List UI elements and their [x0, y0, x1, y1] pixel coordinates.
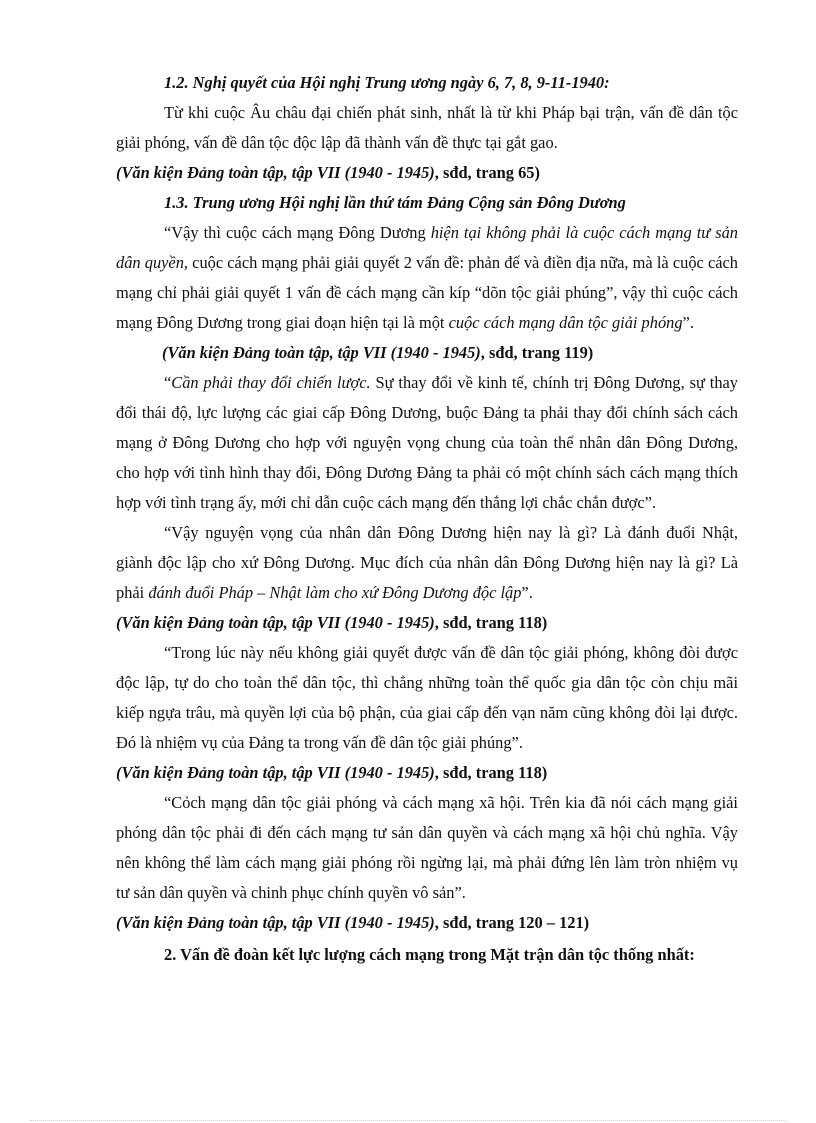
paragraph-4: [116, 518, 738, 608]
text-run: ”.: [682, 313, 694, 332]
citation-3: [116, 608, 738, 638]
paragraph-2: [116, 218, 738, 338]
citation-4: [116, 758, 738, 788]
citation-ref: , sđd, trang 120 – 121): [434, 913, 590, 932]
citation-ref: , sđd, trang 118): [434, 613, 548, 632]
section-heading-2: 2. Vấn đề đoàn kết lực lượng cách mạng trong Mặt trận dân tộc thống nhất:: [164, 945, 695, 964]
section-heading-1-3: 1.3. Trung ương Hội nghị lần thứ tám Đảng Cộng sản Đông Dương: [164, 193, 626, 212]
emphasis-text: cuộc cách mạng dân tộc giải phóng: [448, 313, 683, 332]
emphasis-text: đánh đuổi Pháp – Nhật làm cho xứ Đông Dương độc lập: [148, 583, 522, 602]
citation-source: (Văn kiện Đảng toàn tập, tập VII (1940 - 1945): [116, 913, 435, 932]
document-page: [116, 68, 738, 970]
text-run: “Vậy nguyện vọng của nhân dân Đông Dương hiện nay là gì? Là đánh đuổi Nhật, giành độc lập cho xứ Đông Dương. Mục đích của nhân dân Đông Dương hiện nay là gì? Là phải: [116, 523, 738, 602]
citation-ref: , sđd, trang 65): [434, 163, 540, 182]
text-run: “Vậy thì cuộc cách mạng Đông Dương: [164, 223, 431, 242]
paragraph-5: “Trong lúc này nếu không giải quyết được vấn đề dân tộc giải phóng, không đòi được độc lập, tự do cho toàn thể dân tộc, thì chẳng những toàn thể quốc gia dân tộc còn chịu mãi kiếp ngựa trâu, mà quyền lợi của bộ phận, của giai cấp đến vạn năm cũng không đòi lại được. Đó là nhiệm vụ của Đảng ta trong vấn đề dân tộc giải phúng”.: [116, 643, 738, 752]
emphasis-text: hiện tại không phải là cuộc cách mạng tư sản dân quyền,: [116, 223, 738, 272]
citation-ref: , sđd, trang 119): [480, 343, 594, 362]
paragraph-6: “Cỏch mạng dân tộc giải phóng và cách mạng xã hội. Trên kia đã nói cách mạng giải phóng dân tộc phải đi đến cách mạng tư sản dân quyền và cách mạng xã hội chủ nghĩa. Vậy nên không thể làm cách mạng giải phóng rồi ngừng lại, mà phải đứng lên làm tròn nhiệm vụ tư sản dân quyền và chinh phục chính quyền vô sản”.: [116, 793, 738, 902]
citation-ref: , sđd, trang 118): [434, 763, 548, 782]
citation-2: [116, 338, 738, 368]
citation-source: (Văn kiện Đảng toàn tập, tập VII (1940 - 1945): [162, 343, 481, 362]
citation-source: (Văn kiện Đảng toàn tập, tập VII (1940 - 1945): [116, 163, 435, 182]
citation-source: (Văn kiện Đảng toàn tập, tập VII (1940 - 1945): [116, 763, 435, 782]
citation-source: (Văn kiện Đảng toàn tập, tập VII (1940 - 1945): [116, 613, 435, 632]
citation-5: [116, 908, 738, 938]
citation-1: [116, 158, 738, 188]
text-run: cuộc cách mạng phải giải quyết 2 vấn đề: phản đế và điền địa nữa, mà là cuộc cách mạng chỉ phải giải quyết 1 vấn đề cách mạng cần kíp “dõn tộc giải phúng”, vậy thì cuộc cách mạng Đông Dương trong giai đoạn hiện tại là một: [116, 253, 739, 332]
text-run: Sự thay đổi về kinh tế, chính trị Đông Dương, sự thay đổi thái độ, lực lượng các giai cấp Đông Dương, buộc Đảng ta phải thay đổi chính sách cách mạng ở Đông Dương cho hợp với nguyện vọng chung của toàn thể nhân dân Đông Dương, cho hợp với tình hình thay đổi, Đông Dương Đảng ta phải có một chính sách cách mạng thích hợp với tình trạng ấy, mới chỉ dẫn cuộc cách mạng đến thắng lợi chắc chắn được”.: [116, 373, 738, 512]
section-heading-1-2: 1.2. Nghị quyết của Hội nghị Trung ương ngày 6, 7, 8, 9-11-1940:: [164, 73, 610, 92]
paragraph-1: Từ khi cuộc Âu châu đại chiến phát sinh, nhất là từ khi Pháp bại trận, vấn đề dân tộc giải phóng, vấn đề dân tộc độc lập đã thành vấn đề thực tại gắt gao.: [116, 103, 738, 152]
paragraph-3: [116, 368, 738, 518]
text-run: ”.: [521, 583, 533, 602]
text-run: “: [164, 373, 172, 392]
emphasis-text: Cần phải thay đổi chiến lược.: [171, 373, 371, 392]
page-bottom-divider: [30, 1120, 786, 1121]
